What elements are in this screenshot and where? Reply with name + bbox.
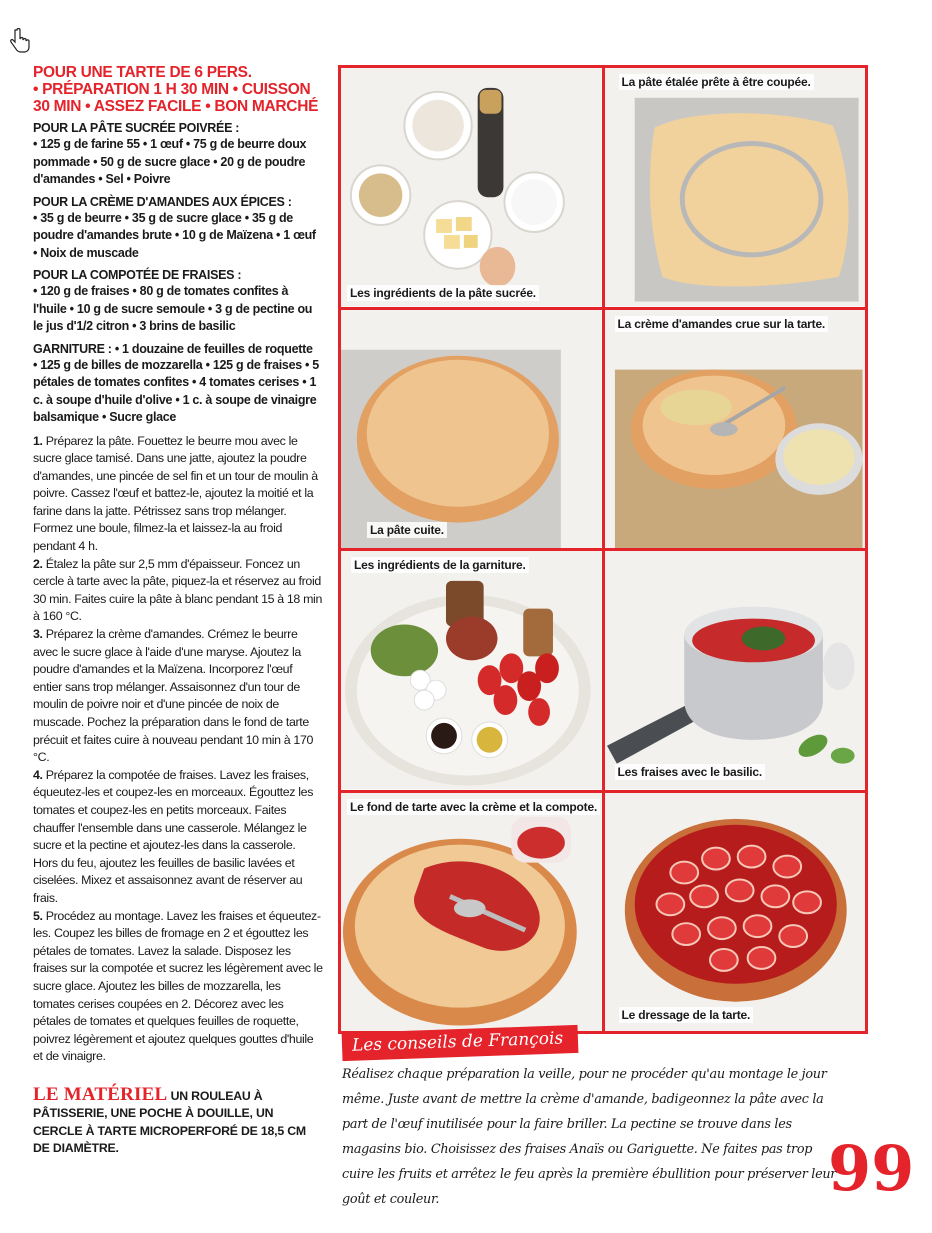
tart-base-illustration: [341, 793, 602, 1032]
step-text: Préparez la pâte. Fouettez le beurre mou avec le sucre glace tamisé. Dans une jatte, ajoutez la poudre d'amandes, une pincée de sel fin et un tour de moulin à poivre. Cassez l'œuf et battez-le, ajoutez la moitié et la farine dans la jatte. Pétrissez sans trop mélanger. Formez une boule, filmez-la et laissez-la au froid pendant 4 h.: [33, 433, 318, 554]
photo-ingredients-garniture: [341, 551, 602, 790]
step-number: 4.: [33, 767, 43, 782]
saucepan-illustration: [605, 551, 866, 790]
toppings-illustration: [341, 551, 602, 790]
photo-ingredients-pate: [341, 68, 602, 307]
photo-caption: Le dressage de la tarte.: [619, 1007, 754, 1023]
photo-caption: Les fraises avec le basilic.: [615, 764, 766, 780]
dough-illustration: [605, 68, 866, 307]
step-number: 5.: [33, 908, 43, 923]
ingredients-title: GARNITURE : • 1 douzaine de feuilles de roquette: [33, 341, 313, 356]
photo-caption: Les ingrédients de la pâte sucrée.: [347, 285, 539, 301]
ingredients-title: POUR LA COMPOTÉE DE FRAISES :: [33, 268, 242, 282]
headline-line-3: 30 MIN • ASSEZ FACILE • BON MARCHÉ: [33, 98, 319, 115]
photo-fraises-basilic: [605, 551, 866, 790]
step-4: [33, 767, 323, 908]
materiel-block: [33, 1083, 323, 1158]
photo-caption: La crème d'amandes crue sur la tarte.: [615, 316, 829, 332]
ingredients-list: • 35 g de beurre • 35 g de sucre glace • 35 g de poudre d'amandes brute • 10 g de Maïzena • 1 œuf • Noix de muscade: [33, 210, 316, 260]
step-1: [33, 433, 323, 556]
ingredients-list: • 125 g de farine 55 • 1 œuf • 75 g de beurre doux pommade • 50 g de sucre glace • 20 g de poudre d'amandes • Sel • Poivre: [33, 137, 307, 186]
ingredients-creme: [33, 195, 323, 263]
step-text: Procédez au montage. Lavez les fraises et équeutez-les. Coupez les billes de fromage en 2 et égouttez les pétales de tomates. Lavez la salade. Disposez les fraises sur la compotée et sucrez les légèrement avec le sucre glace. Ajoutez les billes de mozzarella, les tomates cerises coupées en 2. Décorez avec les pétales de tomates et quelques feuilles de roquette, poivrez légèrement et ajoutez quelques gouttes d'huile et de vinaigre.: [33, 908, 323, 1064]
tips-text: Réalisez chaque préparation la veille, pour ne procéder qu'au montage le jour même. Juste avant de mettre la crème d'amande, badigeonnez la pâte avec la part de l'œuf inutilisée pour la faire briller. La pectine se trouve dans les magasins bio. Choisissez des fraises Anaïs ou Gariguette. Ne faites pas trop cuire les fruits et arrêtez le feu après la première ébullition pour préserver leur goût et couleur.: [342, 1067, 837, 1207]
ingredients-title: POUR LA CRÈME D'AMANDES AUX ÉPICES :: [33, 194, 292, 209]
ingredients-pate: [33, 121, 323, 189]
step-2: [33, 556, 323, 626]
step-text: Préparez la crème d'amandes. Crémez le beurre avec le sucre glace à l'aide d'une maryse. Ajoutez la poudre d'amandes et la Maïzena. Incorporez l'œuf entier sans trop mélanger. Assaisonnez d'un tour de moulin de poivre noir et d'une pincée de noix de muscade. Pochez la préparation dans le fond de tarte précuit et faites cuire à nouveau pendant 10 min à 170 °C.: [33, 627, 314, 765]
ingredients-compotee: [33, 268, 323, 336]
photo-pate-cuite: [341, 310, 602, 549]
ingredients-illustration: [341, 68, 602, 307]
photo-fond-compote: [341, 793, 602, 1032]
step-number: 3.: [33, 627, 43, 642]
step-text: Étalez la pâte sur 2,5 mm d'épaisseur. Foncez un cercle à tarte avec la pâte, piquez-la et réservez au froid 30 min. Faites cuire la pâte à blanc pendant 15 à 18 min à 160 °C.: [33, 556, 322, 624]
photo-grid: [338, 65, 868, 1034]
step-number: 1.: [33, 433, 43, 448]
materiel-text: UN ROULEAU À PÂTISSERIE, UNE POCHE À DOUILLE, UN CERCLE À TARTE MICROPERFORÉ DE 18,5 CM DE DIAMÈTRE.: [33, 1088, 306, 1156]
materiel-title: LE MATÉRIEL: [33, 1083, 168, 1105]
finished-tart-illustration: [605, 793, 866, 1032]
photo-dressage: [605, 793, 866, 1032]
headline-line-2: • PRÉPARATION 1 H 30 MIN • CUISSON: [33, 81, 311, 98]
step-number: 2.: [33, 556, 43, 571]
tips-title: Les conseils de François: [342, 1025, 579, 1061]
recipe-steps: [33, 433, 323, 1066]
baked-crust-illustration: [341, 310, 602, 549]
ingredients-title: POUR LA PÂTE SUCRÉE POIVRÉE :: [33, 121, 240, 135]
almond-cream-illustration: [605, 310, 866, 549]
photo-creme-amandes: [605, 310, 866, 549]
photo-caption: La pâte étalée prête à être coupée.: [619, 74, 814, 90]
hand-pointer-icon: [8, 28, 30, 54]
ingredients-list: • 125 g de billes de mozzarella • 125 g de fraises • 5 pétales de tomates confites • 4 tomates cerises • 1 c. à soupe d'huile d'olive • 1 c. à soupe de vinaigre balsamique • Sucre glace: [33, 357, 319, 424]
photo-caption: Les ingrédients de la garniture.: [351, 557, 529, 573]
step-3: [33, 626, 323, 767]
ingredients-list: • 120 g de fraises • 80 g de tomates confites à l'huile • 10 g de sucre semoule • 3 g de pectine ou le jus d'1/2 citron • 3 brins de basilic: [33, 284, 313, 333]
photo-caption: La pâte cuite.: [367, 522, 447, 538]
photo-caption: Le fond de tarte avec la crème et la compote.: [347, 799, 600, 815]
ingredients-garniture: [33, 342, 323, 427]
headline-line-1: POUR UNE TARTE DE 6 PERS.: [33, 64, 252, 81]
photo-pate-etalee: [605, 68, 866, 307]
recipe-headline: [33, 64, 323, 115]
recipe-column: [33, 64, 323, 1158]
step-text: Préparez la compotée de fraises. Lavez les fraises, équeutez-les et coupez-les en morceaux. Égouttez les tomates et coupez-les en petits morceaux. Faites chauffer l'ensemble dans une casserole. Mélangez le sucre et la pectine et ajoutez-les dans la casserole. Hors du feu, ajoutez les feuilles de basilic lavées et ciselées. Mixez et assaisonnez avant de réserver au frais.: [33, 767, 314, 905]
quote-mark: 99: [828, 1132, 915, 1205]
step-5: [33, 908, 323, 1066]
